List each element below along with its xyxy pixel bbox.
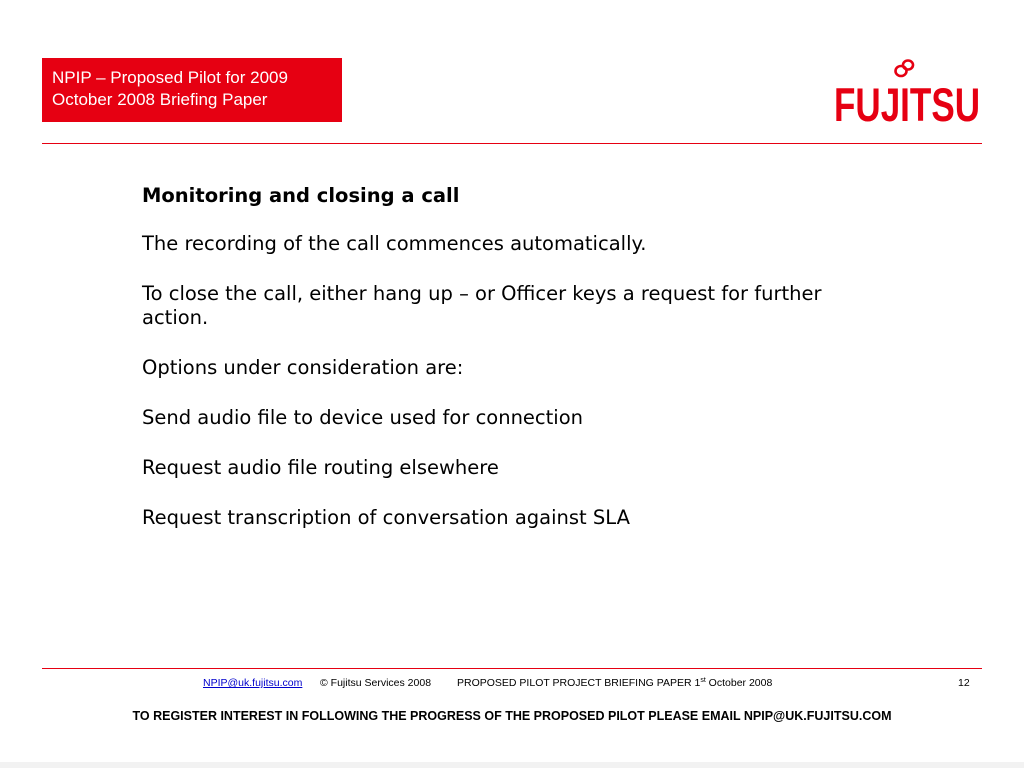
copyright-text: © Fujitsu Services 2008 [320, 677, 432, 689]
footer [0, 676, 1024, 690]
option-routing: Request audio file routing elsewhere [142, 456, 499, 479]
page-number: 12 [958, 677, 970, 689]
email-link[interactable]: NPIP@uk.fujitsu.com [203, 677, 303, 689]
footer-divider [42, 668, 982, 669]
slide-content [142, 184, 842, 556]
slide-heading: Monitoring and closing a call [142, 184, 460, 207]
paper-title [457, 676, 772, 690]
fujitsu-logo [830, 58, 985, 138]
paper-title-prefix: PROPOSED PILOT PROJECT BRIEFING PAPER 1 [457, 677, 701, 689]
option-send-audio: Send audio file to device used for connection [142, 406, 584, 429]
title-line-2: October 2008 Briefing Paper [52, 90, 268, 109]
bottom-band [0, 762, 1024, 768]
title-line-1: NPIP – Proposed Pilot for 2009 [52, 68, 288, 87]
header-divider [42, 143, 982, 144]
paragraph-options-intro: Options under consideration are: [142, 356, 464, 379]
paragraph-close-call: To close the call, either hang up – or Officer keys a request for further action. [142, 282, 822, 329]
paper-title-sup: st [700, 677, 706, 684]
paragraph-auto-recording: The recording of the call commences automatically. [142, 232, 647, 255]
paper-title-suffix: October 2008 [705, 677, 773, 689]
logo-text: FUJITSU [834, 78, 980, 131]
title-box [42, 58, 342, 122]
option-transcription: Request transcription of conversation against SLA [142, 506, 630, 529]
register-notice: TO REGISTER INTEREST IN FOLLOWING THE PROGRESS OF THE PROPOSED PILOT PLEASE EMAIL NPIP@UK.FUJITSU.COM [132, 709, 892, 723]
